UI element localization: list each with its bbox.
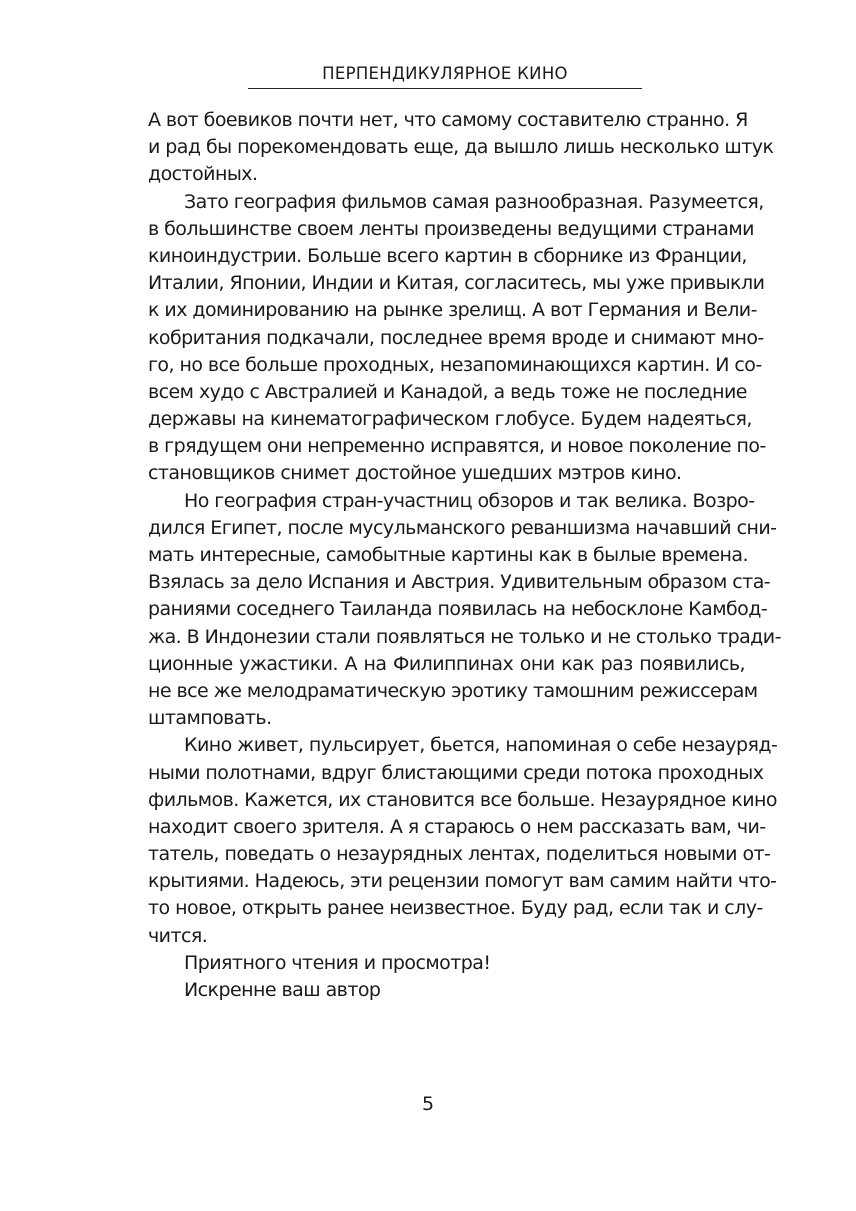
text-line: татель, поведать о незаурядных лентах, поделиться новыми от-: [148, 843, 771, 866]
text-line: мать интересные, самобытные картины как в былые времена.: [148, 544, 748, 566]
text-line: находит своего зрителя. А я стараюсь о нем рассказать вам, чи-: [148, 815, 766, 838]
text-line: штамповать.: [148, 707, 272, 730]
text-line: ными полотнами, вдруг блистающими среди потока проходных: [148, 761, 764, 784]
page-number: 5: [421, 1093, 435, 1115]
text-line: достойных.: [148, 163, 258, 186]
text-line: Приятного чтения и просмотра!: [184, 951, 491, 974]
text-line: не все же мелодраматическую эротику тамошним режиссерам: [148, 679, 758, 702]
body-text: [148, 107, 781, 1004]
text-line: А вот боевиков почти нет, что самому составителю странно. Я: [148, 109, 748, 131]
text-line: фильмов. Кажется, их становится все больше. Незаурядное кино: [148, 788, 777, 811]
text-line: кобритания подкачали, последнее время вроде и снимают мно-: [148, 326, 764, 349]
text-line: чится.: [148, 924, 208, 947]
text-line: Искренне ваш автор: [184, 979, 381, 1001]
text-line: Но география стран-участниц обзоров и так велика. Возро-: [184, 489, 755, 512]
text-line: Кино живет, пульсирует, бьется, напоминая о себе незауряд-: [184, 734, 778, 757]
text-line: и рад бы порекомендовать еще, да вышло лишь несколько штук: [148, 136, 774, 159]
text-line: киноиндустрии. Больше всего картин в сборнике из Франции,: [148, 244, 747, 267]
text-line: в грядущем они непременно исправятся, и новое поколение по-: [148, 435, 766, 458]
running-title: ПЕРПЕНДИКУЛЯРНОЕ КИНО: [248, 64, 642, 89]
text-line: в большинстве своем ленты произведены ведущими странами: [148, 217, 754, 240]
text-line: Взялась за дело Испания и Австрия. Удивительным образом ста-: [148, 571, 771, 594]
text-line: дился Египет, после мусульманского реваншизма начавший сни-: [148, 516, 777, 539]
text-line: раниями соседнего Таиланда появилась на небосклоне Камбод-: [148, 598, 768, 621]
text-line: то новое, открыть ранее неизвестное. Буду рад, если так и слу-: [148, 897, 763, 920]
text-line: Италии, Японии, Индии и Китая, согласитесь, мы уже привыкли: [148, 272, 765, 295]
text-line: ционные ужастики. А на Филиппинах они как раз появились,: [148, 652, 745, 675]
text-line: державы на кинематографическом глобусе. Будем надеяться,: [148, 408, 752, 431]
text-line: Зато география фильмов самая разнообразная. Разумеется,: [184, 190, 764, 213]
text-line: становщиков снимет достойное ушедших мэтров кино.: [148, 462, 682, 485]
text-line: го, но все больше проходных, незапоминающихся картин. И со-: [148, 353, 762, 376]
text-line: всем худо с Австралией и Канадой, а ведь тоже не последние: [148, 380, 747, 403]
text-line: крытиями. Надеюсь, эти рецензии помогут вам самим найти что-: [148, 870, 777, 893]
text-line: к их доминированию на рынке зрелищ. А вот Германия и Вели-: [148, 299, 757, 322]
text-line: жа. В Индонезии стали появляться не только и не столько тради-: [148, 625, 781, 648]
